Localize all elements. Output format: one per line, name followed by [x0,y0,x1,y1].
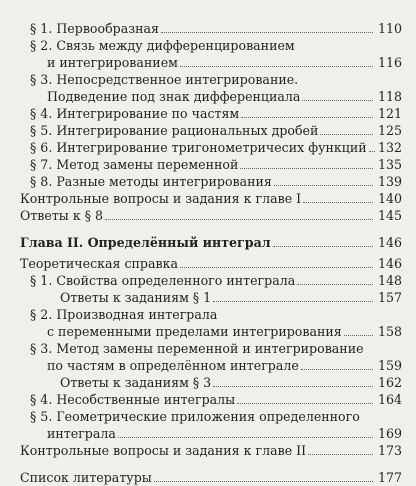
toc-entry-text: § 3. Метод замены переменной и интегрирование [30,341,364,356]
toc-entry [20,20,402,37]
toc-entry-text: § 5. Интегрирование рациональных дробей [30,123,319,138]
toc-entry-line [20,190,402,207]
dot-leader [213,386,373,387]
page-number: 177 [373,469,402,486]
toc-entry-text: § 4. Несобственные интегралы [30,392,236,407]
toc-entry-line [30,122,402,139]
toc-entry [20,306,402,340]
toc-entry [20,272,402,289]
toc-entry [20,37,402,71]
chapter-title: Глава II. Определённый интеграл [20,235,271,250]
toc-entry-text: Контрольные вопросы и задания к главе I [20,191,302,206]
toc-entry-text: § 5. Геометрические приложения определенного [30,409,360,424]
toc-entry-text: § 1. Свойства определенного интеграла [30,273,296,288]
dot-leader [154,481,373,482]
table-of-contents [20,20,402,486]
toc-entry [20,374,402,391]
page-number: 159 [373,357,402,374]
toc-entry [20,442,402,459]
toc-entry [20,469,402,486]
toc-entry-text: и интегрированием [47,55,178,70]
toc-entry-line [30,54,402,71]
page-number: 121 [373,105,402,122]
toc-entry-line [30,391,402,408]
page-number: 125 [373,122,402,139]
toc-entry [20,207,402,224]
toc-entry-text: Ответы к заданиям § 3 [60,375,212,390]
dot-leader [274,185,373,186]
page-number: 140 [373,190,402,207]
toc-entry-text: § 4. Интегрирование по частям [30,106,240,121]
dot-leader [308,454,373,455]
toc-entry-line [20,234,402,251]
dot-leader [301,369,373,370]
toc-entry-text: § 1. Первообразная [30,21,159,36]
toc-entry-line [30,425,402,442]
page-number: 158 [373,323,402,340]
bibliography-title: Список литературы [20,470,152,485]
page-number: 110 [373,20,402,37]
toc-entry-text: § 2. Связь между дифференцированием [30,38,295,53]
toc-entry [20,391,402,408]
toc-entry-line [30,272,402,289]
dot-leader [241,117,373,118]
toc-entry-text: Ответы к § 8 [20,208,104,223]
dot-leader [240,168,373,169]
dot-leader [344,335,373,336]
toc-entry [20,255,402,272]
toc-entry-line [20,255,402,272]
toc-entry-line [30,139,402,156]
toc-entry [20,156,402,173]
chapter-gap [20,224,402,234]
toc-entry-line [30,88,402,105]
page-number: 173 [373,442,402,459]
toc-entry-text: Ответы к заданиям § 1 [60,290,212,305]
page-number: 146 [373,234,402,251]
dot-leader [180,66,373,67]
toc-entry [20,289,402,306]
toc-entry [20,122,402,139]
toc-entry-line [30,173,402,190]
toc-entry [20,139,402,156]
toc-entry-text: § 8. Разные методы интегрирования [30,174,272,189]
toc-entry [20,408,402,442]
toc-entry-line [20,469,402,486]
toc-entry-line [30,156,402,173]
toc-entry-text: с переменными пределами интегрирования [47,324,342,339]
page-number: 157 [373,289,402,306]
page-number: 162 [373,374,402,391]
toc-entry [20,71,402,105]
dot-leader [320,134,373,135]
page-number: 118 [373,88,402,105]
page-number: 145 [373,207,402,224]
dot-leader [118,437,373,438]
toc-entry-text: § 3. Непосредственное интегрирование. [30,72,299,87]
chapter-heading [20,234,402,251]
toc-entry-line [20,207,402,224]
toc-entry [20,173,402,190]
toc-entry-text: интеграла [47,426,116,441]
toc-entry-line [60,374,402,391]
toc-entry-text: по частям в определённом интеграле [47,358,299,373]
page-number: 164 [373,391,402,408]
toc-entry [20,190,402,207]
chapter-gap [20,459,402,469]
toc-entry-line [30,20,402,37]
page-number: 148 [373,272,402,289]
toc-entry-line [30,357,402,374]
dot-leader [161,32,373,33]
toc-entry-line [20,442,402,459]
toc-entry-text: § 6. Интегрирование тригонометричесих функций [30,140,367,155]
toc-entry-line [30,323,402,340]
dot-leader [213,301,373,302]
toc-entry-text: Подведение под знак дифференциала [47,89,301,104]
dot-leader [303,202,373,203]
toc-entry-line [60,289,402,306]
toc-entry-text: Контрольные вопросы и задания к главе II [20,443,307,458]
toc-entry [20,340,402,374]
page-number: 116 [373,54,402,71]
page-number: 132 [375,139,402,156]
page-number: 139 [373,173,402,190]
dot-leader [273,246,373,247]
page-number: 169 [373,425,402,442]
page-number: 135 [373,156,402,173]
dot-leader [302,100,373,101]
toc-entry-text: § 2. Производная интеграла [30,307,218,322]
toc-entry-text: Теоретическая справка [20,256,178,271]
toc-entry [20,105,402,122]
page-number: 146 [373,255,402,272]
toc-entry-text: § 7. Метод замены переменной [30,157,239,172]
dot-leader [105,219,373,220]
toc-entry-line [30,105,402,122]
dot-leader [297,284,373,285]
dot-leader [237,403,373,404]
dot-leader [180,267,373,268]
